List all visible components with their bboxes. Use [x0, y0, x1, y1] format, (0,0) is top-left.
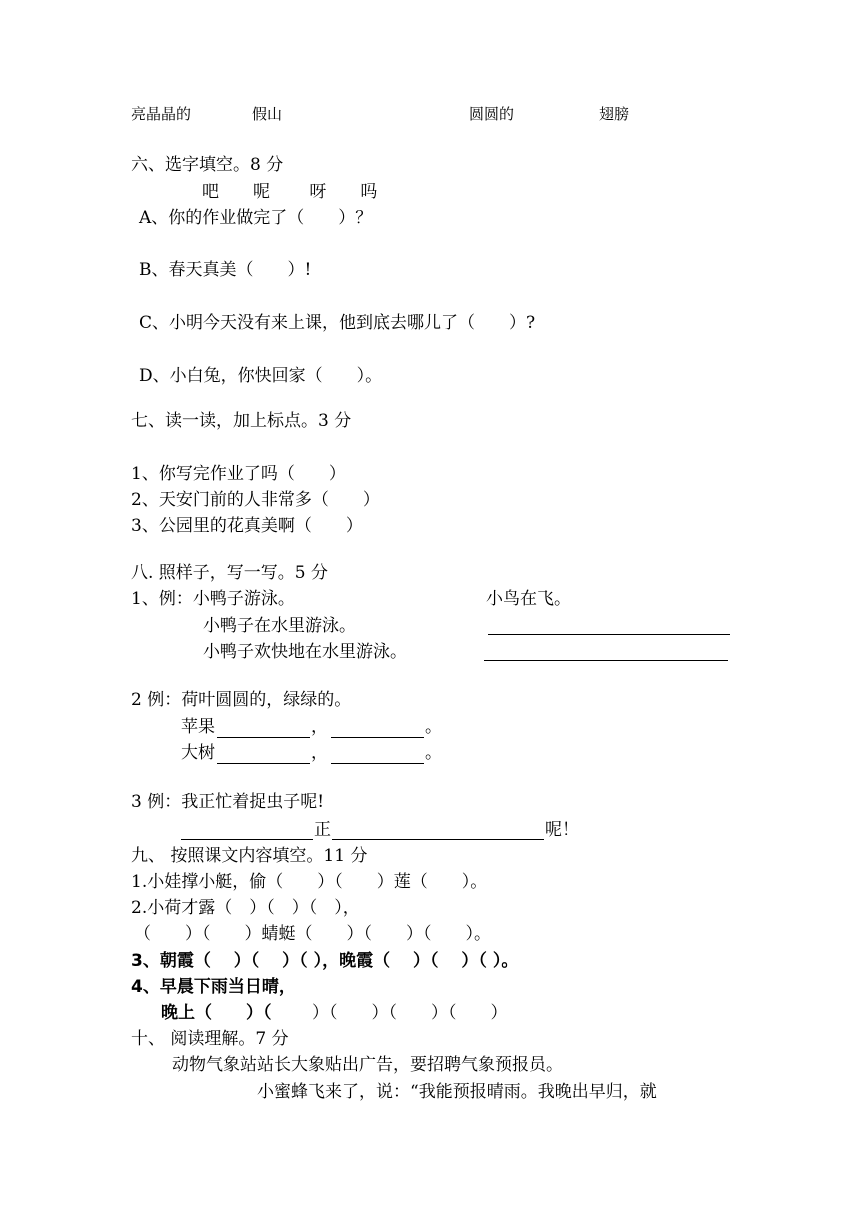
section9-title: 九、 按照课文内容填空。11 分	[131, 846, 368, 866]
example2-label: 2 例：荷叶圆圆的，绿绿的。	[131, 690, 352, 710]
section7-line2: 2、天安门前的人非常多（ ）	[131, 490, 380, 510]
section9-line5: 4、早晨下雨当日晴，	[131, 977, 296, 997]
word-liangjingjing: 亮晶晶的	[131, 105, 192, 123]
example2-apple-blank1[interactable]	[217, 737, 310, 738]
word-yuanyuan: 圆圆的	[469, 105, 515, 123]
section6-item-a: A、你的作业做完了（ ）？	[139, 208, 373, 228]
example3-zheng: 正	[314, 820, 331, 840]
example2-apple-blank2[interactable]	[331, 737, 424, 738]
section8-title: 八. 照样子，写一写。5 分	[131, 563, 329, 583]
example1-answer-line2[interactable]	[484, 660, 728, 661]
example2-apple-period: 。	[425, 717, 442, 737]
example3-blank2[interactable]	[332, 839, 544, 840]
example2-tree-blank2[interactable]	[331, 763, 424, 764]
example1-label: 1、例：小鸭子游泳。	[131, 589, 295, 609]
section9-line3: （ ）（ ）蜻蜓（ ）（ ）（ ）。	[134, 924, 491, 944]
example2-apple: 苹果	[181, 717, 215, 737]
example2-tree-comma: ，	[311, 743, 328, 763]
section10-title: 十、 阅读理解。7 分	[131, 1029, 289, 1049]
section10-para1: 动物气象站站长大象贴出广告，要招聘气象预报员。	[172, 1055, 563, 1075]
example1-answer-line1[interactable]	[488, 634, 730, 635]
example1-target: 小鸟在飞。	[486, 589, 571, 609]
section6-item-d: D、小白兔，你快回家（ ）。	[139, 366, 383, 386]
section9-line4: 3、朝霞（ ）（ ）（ ），晚霞（ ）（ ）（ ）。	[131, 951, 519, 971]
section9-line6b: ）（ ）（ ）（ ）	[312, 1003, 508, 1023]
word-chibang: 翅膀	[599, 105, 630, 123]
word-jiashan: 假山	[252, 105, 283, 123]
section7-line1: 1、你写完作业了吗（ ）	[131, 464, 346, 484]
section6-title: 六、选字填空。8 分	[131, 155, 284, 175]
example2-tree: 大树	[181, 743, 215, 763]
example3-ne: 呢！	[545, 820, 579, 840]
section9-line2: 2.小荷才露（ ）（ ）（ ），	[131, 898, 360, 918]
section6-options: 吧 呢 呀 吗	[202, 182, 378, 202]
section10-para2: 小蜜蜂飞来了，说：“我能预报晴雨。我晚出早归，就	[257, 1082, 657, 1102]
example2-tree-blank1[interactable]	[217, 763, 310, 764]
section7-title: 七、读一读，加上标点。3 分	[131, 411, 352, 431]
section9-line1: 1.小娃撑小艇，偷（ ）（ ）莲（ ）。	[131, 872, 488, 892]
section6-item-c: C、小明今天没有来上课，他到底去哪儿了（ ）?	[139, 313, 536, 333]
example1-line3: 小鸭子欢快地在水里游泳。	[203, 642, 407, 662]
example3-label: 3 例：我正忙着捉虫子呢!	[131, 792, 325, 812]
example3-blank1[interactable]	[181, 839, 313, 840]
example1-line2: 小鸭子在水里游泳。	[203, 616, 356, 636]
section9-line6a: 晚上（ ）（	[161, 1003, 272, 1023]
example2-apple-comma: ，	[311, 717, 328, 737]
section6-item-b: B、春天真美（ ）!	[139, 260, 312, 280]
section7-line3: 3、公园里的花真美啊（ ）	[131, 516, 363, 536]
example2-tree-period: 。	[425, 743, 442, 763]
